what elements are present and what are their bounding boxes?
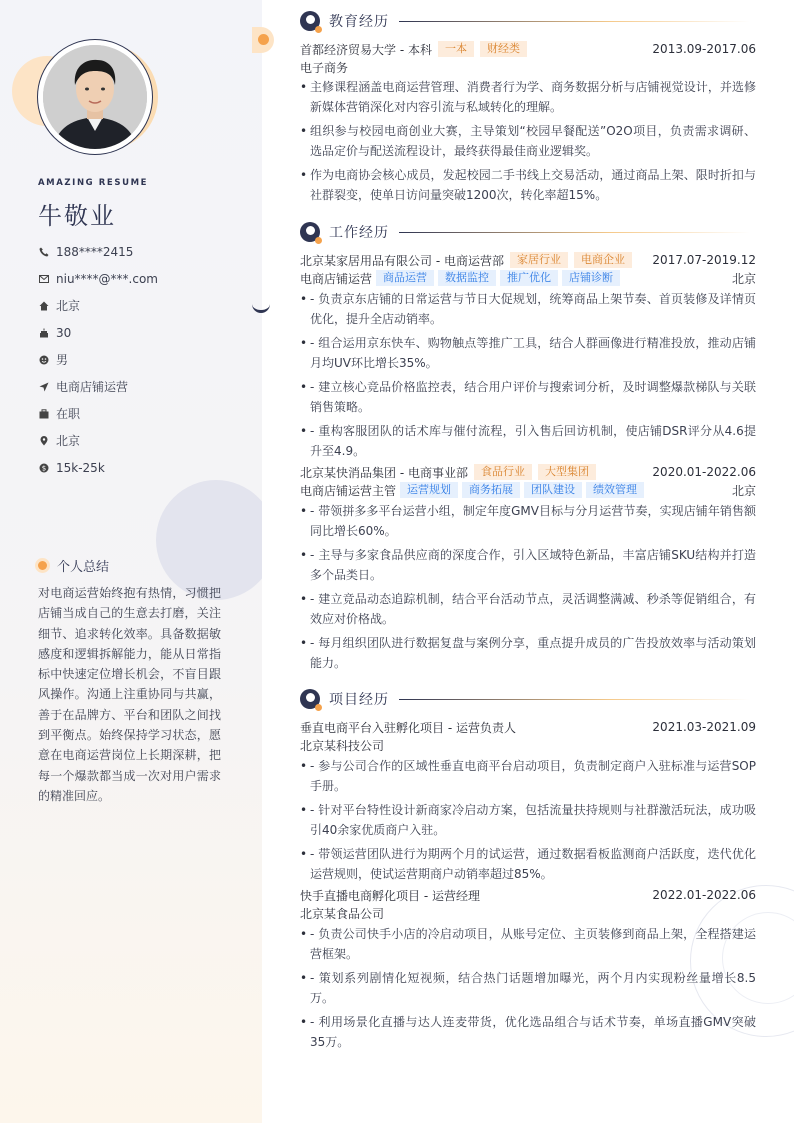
list-item: • - 负责公司快手小店的冷启动项目，从账号定位、主页装修到商品上架，全程搭建运营框架。 [300,924,756,964]
skill-tag: 运营规划 [400,482,458,498]
candidate-name: 牛敬业 [38,202,116,230]
company-name: 北京某家居用品有限公司 - 电商运营部 [300,253,504,268]
section-work-header [300,222,750,242]
work-date: 2020.01-2022.06 [652,465,756,479]
school-tag: 财经类 [480,41,527,57]
project-header-row [300,718,756,736]
school-name: 首都经济贸易大学 - 本科 [300,42,432,57]
list-item: • 组织参与校园电商创业大赛，主导策划“校园早餐配送”O2O项目，负责需求调研、选品定价与配送流程设计，最终获得最佳商业逻辑奖。 [300,121,756,161]
summary-heading [38,556,109,575]
info-job-target [38,373,158,400]
briefcase-icon [38,408,49,419]
section-icon [300,689,320,709]
decorative-arc [252,290,270,313]
section-divider [399,21,750,22]
work-city: 北京 [731,483,756,498]
education-date: 2013.09-2017.06 [652,42,756,56]
decorative-tab [252,27,274,53]
role-left [300,270,620,287]
work-role-row [300,481,756,499]
list-item: • - 参与公司合作的区域性垂直电商平台启动项目，负责制定商户入驻标准与运营SOP手册。 [300,756,756,796]
list-item: • - 建立核心竞品价格监控表，结合用户评价与搜索词分析，及时调整爆款梯队与关联销售策略。 [300,377,756,417]
work-header-row [300,251,756,269]
avatar-frame [37,39,153,155]
project-org-row [300,904,756,922]
project-bullets [300,924,756,1052]
skill-tag: 店铺诊断 [562,270,620,286]
mail-icon [38,273,49,284]
education-header-row [300,40,756,58]
section-title: 工作经历 [329,225,389,241]
role-left [300,482,644,499]
list-item: • - 负责京东店铺的日常运营与节日大促规划，统筹商品上架节奏、首页装修及详情页优化，提升全店动销率。 [300,289,756,329]
salary-text: 15k-25k [56,460,105,475]
list-item: • - 重构客服团队的话术库与催付流程，引入售后回访机制，使店铺DSR评分从4.6提升至4.9。 [300,421,756,461]
info-hometown [38,292,158,319]
project-entry [300,718,756,888]
project-entry [300,886,756,1056]
section-education-header [300,11,750,31]
skill-tag: 推广优化 [500,270,558,286]
gender-text: 男 [56,353,69,367]
education-bullets [300,77,756,205]
home-icon [38,300,49,311]
project-org: 北京某食品公司 [300,906,385,921]
decorative-circle [156,480,262,600]
summary-title-text: 个人总结 [57,560,110,575]
email-text: niu****@***.com [56,271,158,286]
info-location [38,427,158,454]
project-org-row [300,736,756,754]
project-name: 垂直电商平台入驻孵化项目 - 运营负责人 [300,720,516,735]
send-icon [38,381,49,392]
summary-text: 对电商运营始终抱有热情，习惯把店铺当成自己的生意去打磨，关注细节、追求转化效率。具备数据敏感度和逻辑拆解能力，能从日常指标中快速定位增长机会，不盲目跟风操作。沟通上注重协同与共赢，善于在品牌方、平台和团队之间找到平衡点。始终保持学习状态，愿意在电商运营岗位上长期深耕，把每一个爆款都当成一次对用户需求的精准回应。 [38,586,221,803]
phone-icon [38,246,49,257]
work-entry [300,251,756,465]
hometown-text: 北京 [56,299,81,313]
list-item: • - 每月组织团队进行数据复盘与案例分享，重点提升成员的广告投放效率与活动策划能力。 [300,633,756,673]
project-date: 2021.03-2021.09 [652,720,756,734]
work-entry [300,463,756,677]
section-icon [300,11,320,31]
skill-tag: 团队建设 [524,482,582,498]
section-divider [399,232,750,233]
list-item: • - 组合运用京东快车、购物触点等推广工具，结合人群画像进行精准投放，推动店铺月均UV环比增长35%。 [300,333,756,373]
work-date: 2017.07-2019.12 [652,253,756,267]
work-bullets [300,289,756,461]
section-title: 项目经历 [329,692,389,708]
info-email [38,265,158,292]
major: 电子商务 [300,60,349,75]
project-bullets [300,756,756,884]
education-left [300,41,527,58]
list-item: • - 策划系列剧情化短视频，结合热门话题增加曝光，两个月内实现粉丝量增长8.5万。 [300,968,756,1008]
industry-tag: 大型集团 [538,464,596,480]
skill-tag: 数据监控 [438,270,496,286]
list-item: • - 主导与多家食品供应商的深度合作，引入区域特色新品，丰富店铺SKU结构并打造多个品类日。 [300,545,756,585]
section-divider [399,699,750,700]
salary-icon [38,462,49,473]
resume-tagline: AMAZING RESUME [38,178,149,188]
work-city: 北京 [731,271,756,286]
work-header-row [300,463,756,481]
project-header-row [300,886,756,904]
info-status [38,400,158,427]
info-age [38,319,158,346]
project-org: 北京某科技公司 [300,738,385,753]
section-projects-header [300,689,750,709]
industry-tag: 电商企业 [574,252,632,268]
project-name: 快手直播电商孵化项目 - 运营经理 [300,888,480,903]
skill-tag: 绩效管理 [586,482,644,498]
company-name: 北京某快消品集团 - 电商事业部 [300,465,468,480]
work-role-row [300,269,756,287]
section-icon [300,222,320,242]
school-tag: 一本 [438,41,474,57]
bullet-dot-icon [38,561,47,570]
info-salary [38,454,158,481]
phone-text: 188****2415 [56,244,134,259]
cake-icon [38,327,49,338]
job-target-text: 电商店铺运营 [56,380,129,394]
skill-tag: 商务拓展 [462,482,520,498]
age-text: 30 [56,325,72,340]
location-icon [38,435,49,446]
list-item: • - 针对平台特性设计新商家冷启动方案，包括流量扶持规则与社群激活玩法，成功吸引40余家优质商户入驻。 [300,800,756,840]
list-item: • - 利用场景化直播与达人连麦带货，优化选品组合与话术节奏，单场直播GMV突破35万。 [300,1012,756,1052]
avatar [43,45,147,149]
industry-tag: 食品行业 [474,464,532,480]
location-text: 北京 [56,434,81,448]
industry-tag: 家居行业 [510,252,568,268]
info-phone [38,238,158,265]
status-text: 在职 [56,407,81,421]
list-item: • - 建立竞品动态追踪机制，结合平台活动节点，灵活调整满减、秒杀等促销组合，有效应对价格战。 [300,589,756,629]
contact-info-list [38,238,158,481]
list-item: • - 带领拼多多平台运营小组，制定年度GMV目标与分月运营节奏，实现店铺年销售额同比增长60%。 [300,501,756,541]
role: 电商店铺运营 [300,271,373,286]
education-major-row [300,58,756,76]
work-left [300,464,596,481]
role: 电商店铺运营主管 [300,483,397,498]
project-date: 2022.01-2022.06 [652,888,756,902]
list-item: • 作为电商协会核心成员，发起校园二手书线上交易活动，通过商品上架、限时折扣与社群裂变，使单日访问量突破1200次，转化率超15%。 [300,165,756,205]
education-entry [300,40,756,209]
work-bullets [300,501,756,673]
list-item: • 主修课程涵盖电商运营管理、消费者行为学、商务数据分析与店铺视觉设计，并选修新媒体营销深化对内容引流与私域转化的理解。 [300,77,756,117]
work-left [300,252,632,269]
skill-tag: 商品运营 [376,270,434,286]
sidebar [0,0,262,1123]
list-item: • - 带领运营团队进行为期两个月的试运营，通过数据看板监测商户活跃度，迭代优化运营规则，使试运营期商户动销率超过85%。 [300,844,756,884]
info-gender [38,346,158,373]
gender-icon [38,354,49,365]
svg-text:$: $ [41,464,46,472]
section-title: 教育经历 [329,14,389,30]
